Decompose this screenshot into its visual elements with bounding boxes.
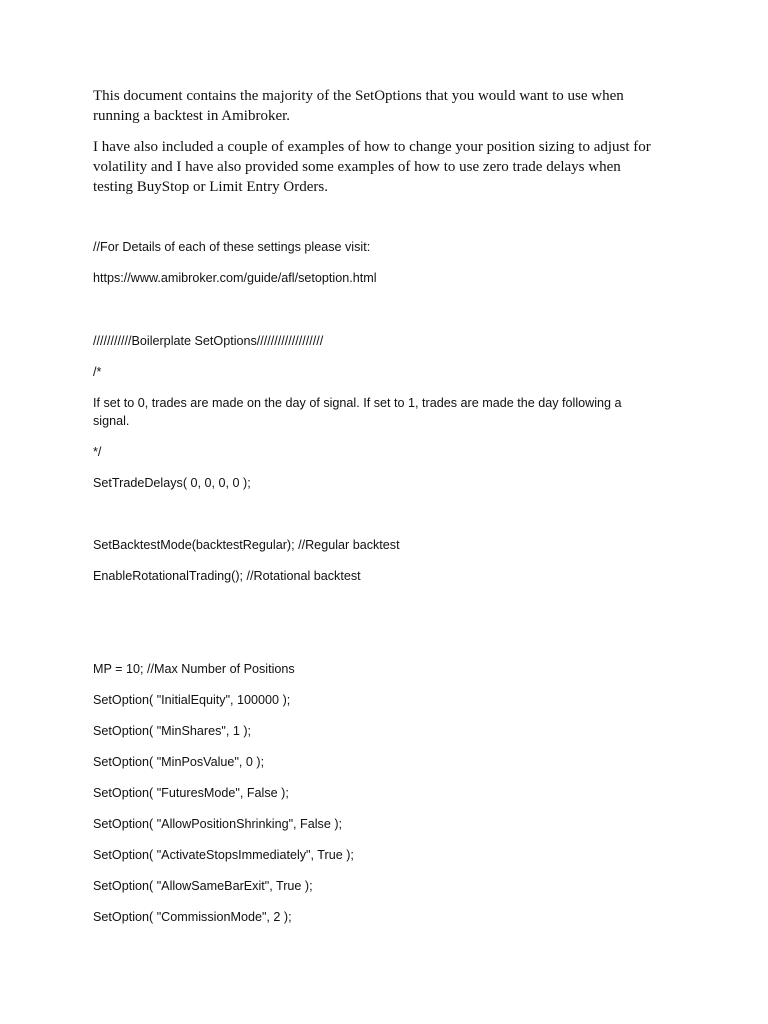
backtest-mode-line: SetBacktestMode(backtestRegular); //Regular backtest xyxy=(93,538,400,552)
trade-delay-note-line-1: If set to 0, trades are made on the day of signal. If set to 1, trades are made the day following a xyxy=(93,396,622,410)
setoption-line: SetOption( "InitialEquity", 100000 ); xyxy=(93,693,291,707)
comment-open: /* xyxy=(93,365,102,379)
trade-delay-note-line-2: signal. xyxy=(93,414,130,428)
reference-url: https://www.amibroker.com/guide/afl/setoption.html xyxy=(93,271,377,285)
intro-paragraph-1-line-2: running a backtest in Amibroker. xyxy=(93,108,291,124)
intro-paragraph-1 xyxy=(93,86,683,126)
setoption-line: SetOption( "MinShares", 1 ); xyxy=(93,724,252,738)
setoption-line: SetOption( "AllowPositionShrinking", False ); xyxy=(93,817,343,831)
details-comment: //For Details of each of these settings please visit: xyxy=(93,240,371,254)
intro-paragraph-2-line-2: volatility and I have also provided some examples of how to use zero trade delays when xyxy=(93,159,621,175)
setoption-line: SetOption( "AllowSameBarExit", True ); xyxy=(93,879,313,893)
intro-paragraph-2-line-1: I have also included a couple of examples of how to change your position sizing to adjust for xyxy=(93,139,651,155)
setoption-line: SetOption( "CommissionMode", 2 ); xyxy=(93,910,292,924)
setoption-line: SetOption( "ActivateStopsImmediately", True ); xyxy=(93,848,354,862)
boilerplate-header: ///////////Boilerplate SetOptions/////////////////// xyxy=(93,334,324,348)
max-positions-line: MP = 10; //Max Number of Positions xyxy=(93,662,295,676)
comment-close: */ xyxy=(93,445,102,459)
intro-paragraph-1-line-1: This document contains the majority of the SetOptions that you would want to use when xyxy=(93,88,624,104)
rotational-trading-line: EnableRotationalTrading(); //Rotational backtest xyxy=(93,569,361,583)
intro-paragraph-2 xyxy=(93,137,683,197)
setoption-line: SetOption( "FuturesMode", False ); xyxy=(93,786,289,800)
setoption-line: SetOption( "MinPosValue", 0 ); xyxy=(93,755,265,769)
intro-paragraph-2-line-3: testing BuyStop or Limit Entry Orders. xyxy=(93,179,328,195)
trade-delay-note xyxy=(93,394,683,430)
set-trade-delays-line: SetTradeDelays( 0, 0, 0, 0 ); xyxy=(93,476,251,490)
